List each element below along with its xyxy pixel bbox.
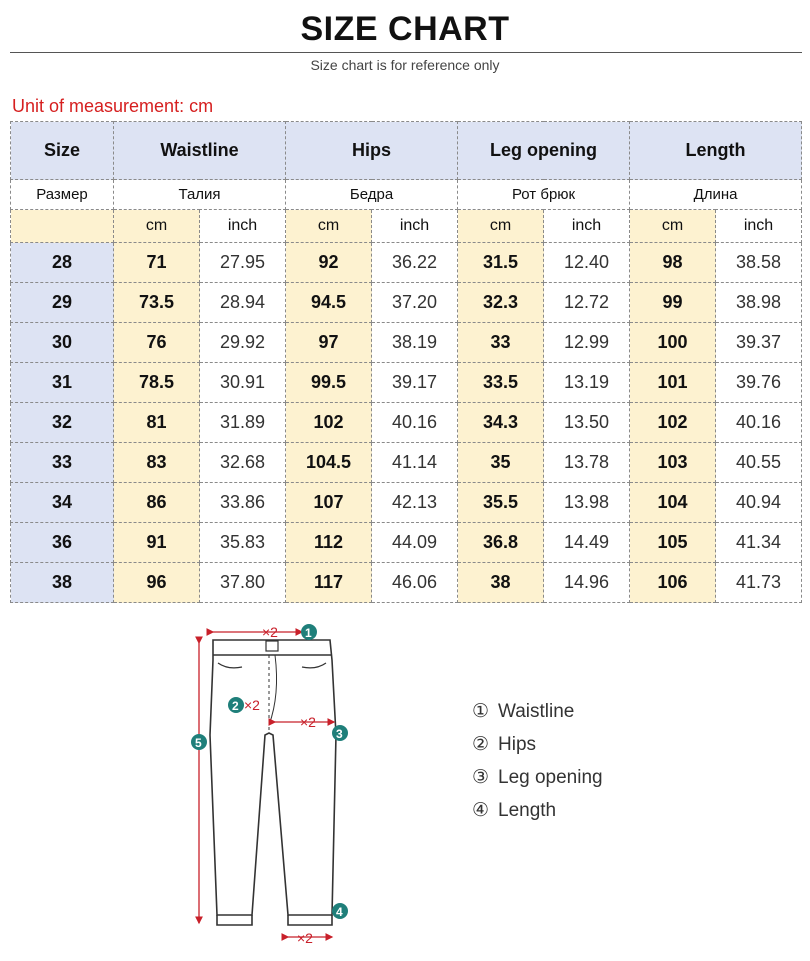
legend-number: ② — [472, 734, 490, 755]
waist-inch-cell: 33.86 — [200, 483, 286, 523]
leg-cm-cell: 35.5 — [458, 483, 544, 523]
length-inch-cell: 38.98 — [716, 283, 802, 323]
waist-inch-cell: 31.89 — [200, 403, 286, 443]
jeans-diagram — [180, 615, 360, 950]
legend-number: ③ — [472, 767, 490, 788]
leg-inch-cell: 14.96 — [544, 563, 630, 603]
waist-inch-cell: 27.95 — [200, 243, 286, 283]
legend-label: Waistline — [498, 701, 575, 722]
hips-inch-cell: 42.13 — [372, 483, 458, 523]
title-divider — [10, 52, 802, 53]
hips-cm-cell: 107 — [286, 483, 372, 523]
legend-label: Hips — [498, 734, 537, 755]
leg-inch-cell: 13.19 — [544, 363, 630, 403]
hips-cm-cell: 104.5 — [286, 443, 372, 483]
legend-item-length — [472, 794, 603, 827]
unit-inch: inch — [716, 210, 802, 243]
leg-cm-cell: 33.5 — [458, 363, 544, 403]
length-cm-cell: 98 — [630, 243, 716, 283]
header-row-en — [11, 122, 802, 180]
hips-inch-cell: 44.09 — [372, 523, 458, 563]
waist-cm-cell: 83 — [114, 443, 200, 483]
unit-note: Unit of measurement: cm — [12, 96, 214, 116]
length-cm-cell: 103 — [630, 443, 716, 483]
length-inch-cell: 40.55 — [716, 443, 802, 483]
unit-row — [11, 210, 802, 243]
hips-cm-cell: 102 — [286, 403, 372, 443]
column-header-length-ru: Длина — [630, 180, 802, 210]
unit-inch: inch — [372, 210, 458, 243]
legend-number: ① — [472, 701, 490, 722]
table-row — [11, 483, 802, 523]
length-inch-cell: 39.76 — [716, 363, 802, 403]
size-chart-table — [10, 121, 802, 603]
leg-cm-cell: 32.3 — [458, 283, 544, 323]
leg-inch-cell: 12.72 — [544, 283, 630, 323]
unit-cm: cm — [114, 210, 200, 243]
unit-inch: inch — [200, 210, 286, 243]
hips-inch-cell: 40.16 — [372, 403, 458, 443]
marker-5-label: 5 — [195, 736, 202, 750]
waist-cm-cell: 76 — [114, 323, 200, 363]
hips-times-label: ×2 — [244, 697, 260, 713]
waist-cm-cell: 81 — [114, 403, 200, 443]
hips-cm-cell: 112 — [286, 523, 372, 563]
unit-cell-blank — [11, 210, 114, 243]
table-row — [11, 523, 802, 563]
table-row — [11, 443, 802, 483]
leg-cm-cell: 35 — [458, 443, 544, 483]
hips-inch-cell: 38.19 — [372, 323, 458, 363]
hips-cm-cell: 99.5 — [286, 363, 372, 403]
size-cell: 31 — [11, 363, 114, 403]
length-inch-cell: 40.16 — [716, 403, 802, 443]
marker-3-label: 3 — [336, 727, 343, 741]
leg-cm-cell: 36.8 — [458, 523, 544, 563]
hips-cm-cell: 94.5 — [286, 283, 372, 323]
column-header-waistline: Waistline — [114, 122, 286, 180]
legend-label: Leg opening — [498, 767, 603, 788]
table-row — [11, 563, 802, 603]
hips-cm-cell: 97 — [286, 323, 372, 363]
length-cm-cell: 105 — [630, 523, 716, 563]
unit-cm: cm — [630, 210, 716, 243]
length-inch-cell: 38.58 — [716, 243, 802, 283]
waist-cm-cell: 91 — [114, 523, 200, 563]
size-cell: 36 — [11, 523, 114, 563]
leg-inch-cell: 13.50 — [544, 403, 630, 443]
leg-inch-cell: 12.99 — [544, 323, 630, 363]
unit-inch: inch — [544, 210, 630, 243]
waist-cm-cell: 78.5 — [114, 363, 200, 403]
waist-inch-cell: 35.83 — [200, 523, 286, 563]
legend-label: Length — [498, 800, 557, 821]
hips-inch-cell: 46.06 — [372, 563, 458, 603]
waist-cm-cell: 86 — [114, 483, 200, 523]
size-cell: 30 — [11, 323, 114, 363]
size-cell: 32 — [11, 403, 114, 443]
column-header-leg-opening-ru: Рот брюк — [458, 180, 630, 210]
column-header-leg-opening: Leg opening — [458, 122, 630, 180]
hips-inch-cell: 37.20 — [372, 283, 458, 323]
waist-inch-cell: 28.94 — [200, 283, 286, 323]
hips-cm-cell: 92 — [286, 243, 372, 283]
hips-inch-cell: 41.14 — [372, 443, 458, 483]
length-cm-cell: 106 — [630, 563, 716, 603]
unit-cm: cm — [458, 210, 544, 243]
jeans-outline — [210, 640, 336, 925]
column-header-size: Size — [11, 122, 114, 180]
legend — [472, 695, 603, 827]
waist-cm-cell: 71 — [114, 243, 200, 283]
table-row — [11, 243, 802, 283]
length-inch-cell: 41.73 — [716, 563, 802, 603]
length-cm-cell: 102 — [630, 403, 716, 443]
column-header-size-ru: Размер — [11, 180, 114, 210]
length-inch-cell: 40.94 — [716, 483, 802, 523]
leg-inch-cell: 13.78 — [544, 443, 630, 483]
legend-item-waistline — [472, 695, 603, 728]
waist-times-label: ×2 — [262, 624, 278, 640]
length-cm-cell: 104 — [630, 483, 716, 523]
length-inch-cell: 41.34 — [716, 523, 802, 563]
table-row — [11, 363, 802, 403]
column-header-hips-ru: Бедра — [286, 180, 458, 210]
leg-cm-cell: 31.5 — [458, 243, 544, 283]
size-cell: 38 — [11, 563, 114, 603]
size-cell: 33 — [11, 443, 114, 483]
table-row — [11, 323, 802, 363]
leg-cm-cell: 34.3 — [458, 403, 544, 443]
legend-number: ④ — [472, 800, 490, 821]
unit-cm: cm — [286, 210, 372, 243]
legend-item-leg-opening — [472, 761, 603, 794]
marker-4-label: 4 — [336, 905, 343, 919]
page-subtitle: Size chart is for reference only — [310, 57, 500, 73]
length-cm-cell: 99 — [630, 283, 716, 323]
hips-inch-cell: 36.22 — [372, 243, 458, 283]
size-cell: 34 — [11, 483, 114, 523]
header-row-ru — [11, 180, 802, 210]
waist-cm-cell: 96 — [114, 563, 200, 603]
hips-cm-cell: 117 — [286, 563, 372, 603]
size-cell: 28 — [11, 243, 114, 283]
hem-times-label: ×2 — [297, 930, 313, 946]
waist-inch-cell: 30.91 — [200, 363, 286, 403]
length-cm-cell: 101 — [630, 363, 716, 403]
hips-inch-cell: 39.17 — [372, 363, 458, 403]
column-header-hips: Hips — [286, 122, 458, 180]
leg-inch-cell: 12.40 — [544, 243, 630, 283]
leg-inch-cell: 14.49 — [544, 523, 630, 563]
leg-inch-cell: 13.98 — [544, 483, 630, 523]
size-cell: 29 — [11, 283, 114, 323]
leg-cm-cell: 33 — [458, 323, 544, 363]
length-cm-cell: 100 — [630, 323, 716, 363]
waist-inch-cell: 29.92 — [200, 323, 286, 363]
length-inch-cell: 39.37 — [716, 323, 802, 363]
table-row — [11, 403, 802, 443]
leg-cm-cell: 38 — [458, 563, 544, 603]
marker-1-label: 1 — [305, 626, 312, 640]
hips-times-label-2: ×2 — [300, 714, 316, 730]
table-row — [11, 283, 802, 323]
waist-cm-cell: 73.5 — [114, 283, 200, 323]
waist-inch-cell: 37.80 — [200, 563, 286, 603]
legend-item-hips — [472, 728, 603, 761]
marker-2-label: 2 — [232, 699, 239, 713]
page-title: SIZE CHART — [300, 10, 510, 48]
column-header-length: Length — [630, 122, 802, 180]
column-header-waistline-ru: Талия — [114, 180, 286, 210]
waist-inch-cell: 32.68 — [200, 443, 286, 483]
